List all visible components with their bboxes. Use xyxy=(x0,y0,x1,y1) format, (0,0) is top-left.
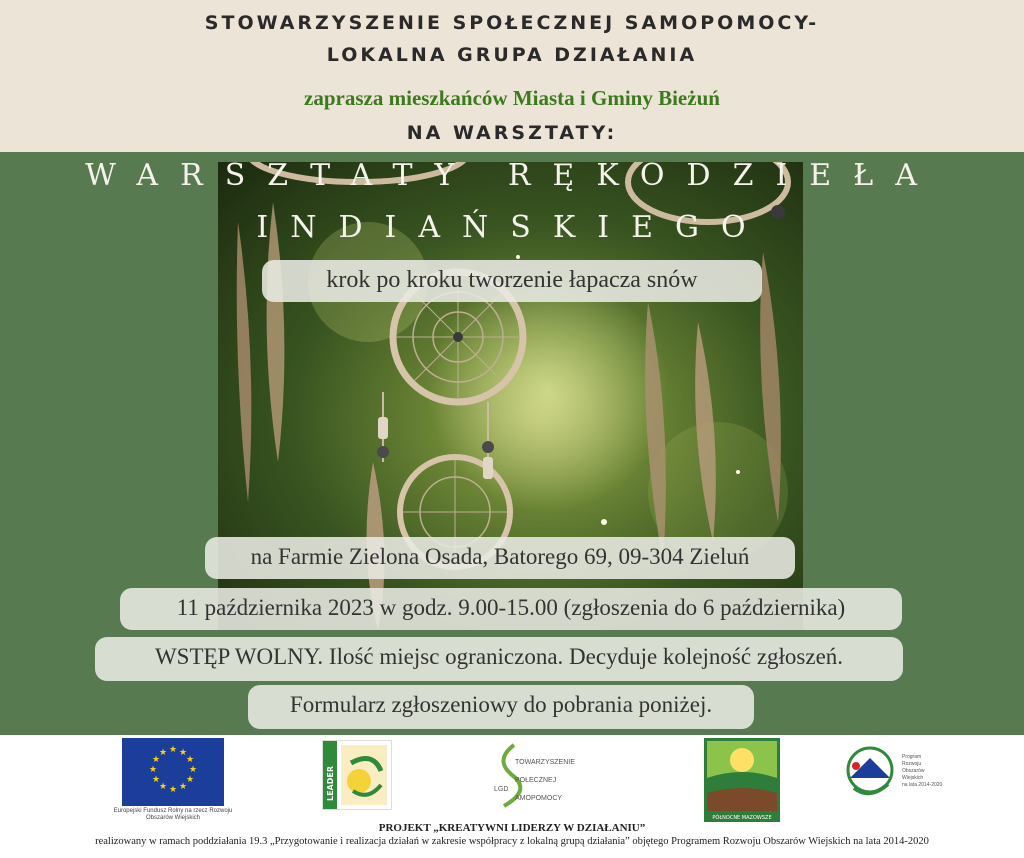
prow-line2: Rozwoju xyxy=(902,761,922,767)
sss-line3: AMOPOMOCY xyxy=(515,795,563,802)
svg-text:★: ★ xyxy=(148,765,158,775)
prow-line4: Wiejskich xyxy=(902,775,924,781)
svg-text:★: ★ xyxy=(158,748,168,758)
form-download-info[interactable]: Formularz zgłoszeniowy do pobrania poniżej. xyxy=(248,685,754,729)
org-name-line1: STOWARZYSZENIE SPOŁECZNEJ SAMOPOMOCY- xyxy=(204,12,820,34)
prow-line3: Obszarów xyxy=(902,768,925,774)
leader-label: LEADER xyxy=(326,765,335,801)
svg-text:★: ★ xyxy=(178,748,188,758)
polnocne-mazowsze-logo xyxy=(704,738,780,822)
eu-flag-logo xyxy=(122,738,224,806)
pm-label: PÓŁNOCNE MAZOWSZE xyxy=(712,815,772,821)
svg-text:★: ★ xyxy=(151,755,161,765)
svg-text:★: ★ xyxy=(188,765,198,775)
workshop-title-line1: WARSZTATY RĘKODZIEŁA xyxy=(85,158,939,193)
project-title: PROJEKT „KREATYWNI LIDERZY W DZIAŁANIU” xyxy=(378,822,646,834)
svg-text:★: ★ xyxy=(185,755,195,765)
svg-text:★: ★ xyxy=(158,782,168,792)
svg-text:★: ★ xyxy=(168,745,178,755)
sss-prefix: LGD xyxy=(494,786,509,793)
date-info: 11 października 2023 w godz. 9.00-15.00 (zgłoszenia do 6 października) xyxy=(120,588,902,630)
org-name-line2: LOKALNA GRUPA DZIAŁANIA xyxy=(326,44,698,66)
sss-line2: POŁECZNEJ xyxy=(515,777,557,784)
workshop-title-line2: INDIAŃSKIEGO xyxy=(256,210,768,245)
funding-note: realizowany w ramach poddziałania 19.3 „Przygotowanie i realizacja działań w zakresie współpracy z lokalną grupą działania” objętego Programem Rozwoju Obszarów Wiejskich na lata 2014-2020 xyxy=(95,836,929,847)
prow-text xyxy=(902,754,942,789)
location-info: na Farmie Zielona Osada, Batorego 69, 09-304 Zieluń xyxy=(205,537,795,579)
eu-caption: Europejski Fundusz Rolny na rzecz Rozwoju Obszarów Wiejskich xyxy=(113,808,233,821)
entry-info: WSTĘP WOLNY. Ilość miejsc ograniczona. Decyduje kolejność zgłoszeń. xyxy=(95,637,903,681)
invitation-text: zaprasza mieszkańców Miasta i Gminy Bieżuń xyxy=(304,86,720,110)
invitation-heading: NA WARSZTATY: xyxy=(406,122,618,144)
svg-text:★: ★ xyxy=(178,782,188,792)
svg-text:★: ★ xyxy=(185,775,195,785)
prow-line5: na lata 2014-2020 xyxy=(902,782,943,788)
leader-logo xyxy=(322,740,392,810)
svg-text:★: ★ xyxy=(151,775,161,785)
workshop-subtitle: krok po kroku tworzenie łapacza snów xyxy=(262,260,762,302)
sss-line1: TOWARZYSZENIE xyxy=(515,759,575,766)
prow-line1: Program xyxy=(902,754,922,760)
svg-text:★: ★ xyxy=(168,785,178,795)
